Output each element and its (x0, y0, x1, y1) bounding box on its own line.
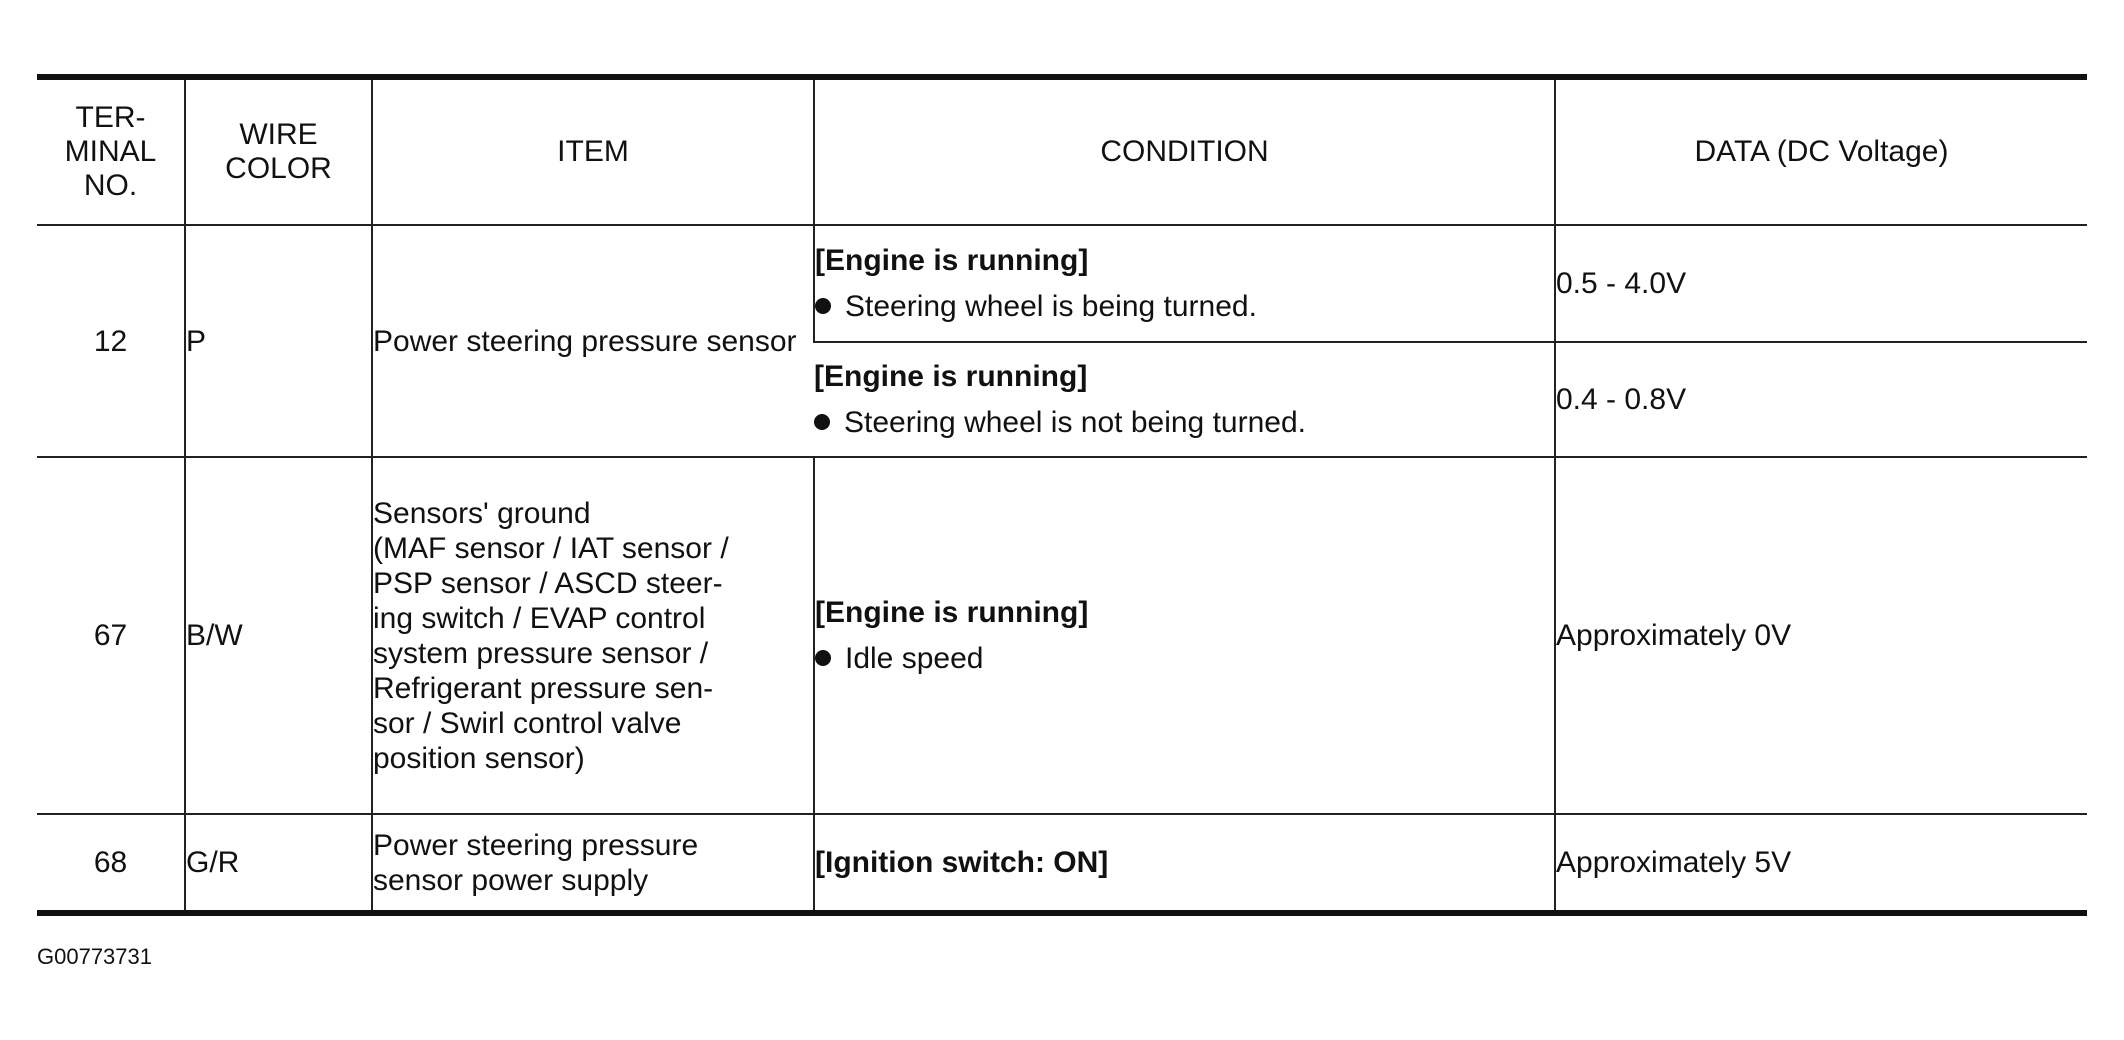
condition-title: [Ignition switch: ON] (815, 846, 1109, 879)
condition-cell (814, 457, 1555, 814)
header-wire-line: COLOR (225, 152, 332, 185)
condition-bullet-text: Steering wheel is not being turned. (844, 406, 1306, 439)
figure-code: G00773731 (37, 944, 152, 969)
wire-color: B/W (185, 457, 372, 814)
data-value: 0.5 - 4.0V (1555, 225, 2087, 342)
header-data: DATA (DC Voltage) (1555, 77, 2087, 225)
condition-bullet (815, 641, 1554, 676)
item-description: Power steering pressure sensor (372, 225, 814, 457)
condition-title: [Engine is running] (814, 360, 1088, 393)
item-line: PSP sensor / ASCD steer- (373, 566, 723, 600)
condition-cell (814, 814, 1555, 913)
item-line: (MAF sensor / IAT sensor / (373, 531, 729, 565)
item-line: Power steering pressure (373, 828, 699, 862)
item-description (372, 457, 814, 814)
condition-bullet (815, 289, 1554, 324)
table-row (37, 225, 2087, 342)
terminal-data-table (37, 74, 2087, 916)
item-line: sor / Swirl control valve (373, 706, 682, 740)
wire-color: P (185, 225, 372, 457)
condition-bullet-text: Steering wheel is being turned. (845, 290, 1257, 323)
item-line: sensor power supply (373, 863, 649, 897)
wire-color: G/R (185, 814, 372, 913)
table-header-row (37, 77, 2087, 225)
header-terminal-line: MINAL (64, 135, 157, 168)
header-condition: CONDITION (814, 77, 1555, 225)
item-line: ing switch / EVAP control (373, 601, 706, 635)
bullet-icon (815, 650, 831, 666)
bullet-icon (814, 414, 830, 430)
header-terminal-line: NO. (83, 169, 138, 202)
condition-bullet (814, 405, 1554, 440)
terminal-number: 12 (37, 225, 185, 457)
item-description (372, 814, 814, 913)
header-wire-line: WIRE (239, 118, 318, 151)
data-value: 0.4 - 0.8V (1555, 342, 2087, 457)
item-line: position sensor) (373, 741, 585, 775)
condition-cell (814, 225, 1555, 342)
item-line: Sensors' ground (373, 496, 591, 530)
header-wire-color (185, 77, 372, 225)
header-terminal-line: TER- (75, 101, 146, 134)
condition-title: [Engine is running] (815, 244, 1089, 277)
item-line: Refrigerant pressure sen- (373, 671, 714, 705)
table-row (37, 457, 2087, 814)
data-value: Approximately 5V (1555, 814, 2087, 913)
terminal-number: 68 (93, 846, 128, 879)
header-terminal-no (37, 77, 185, 225)
condition-title: [Engine is running] (815, 596, 1089, 629)
terminal-number: 67 (37, 457, 185, 814)
bullet-icon (815, 298, 831, 314)
condition-bullet-text: Idle speed (845, 642, 984, 675)
table-row (37, 814, 2087, 913)
item-line: system pressure sensor / (373, 636, 709, 670)
condition-cell (814, 342, 1555, 457)
header-item: ITEM (372, 77, 814, 225)
data-value: Approximately 0V (1555, 457, 2087, 814)
